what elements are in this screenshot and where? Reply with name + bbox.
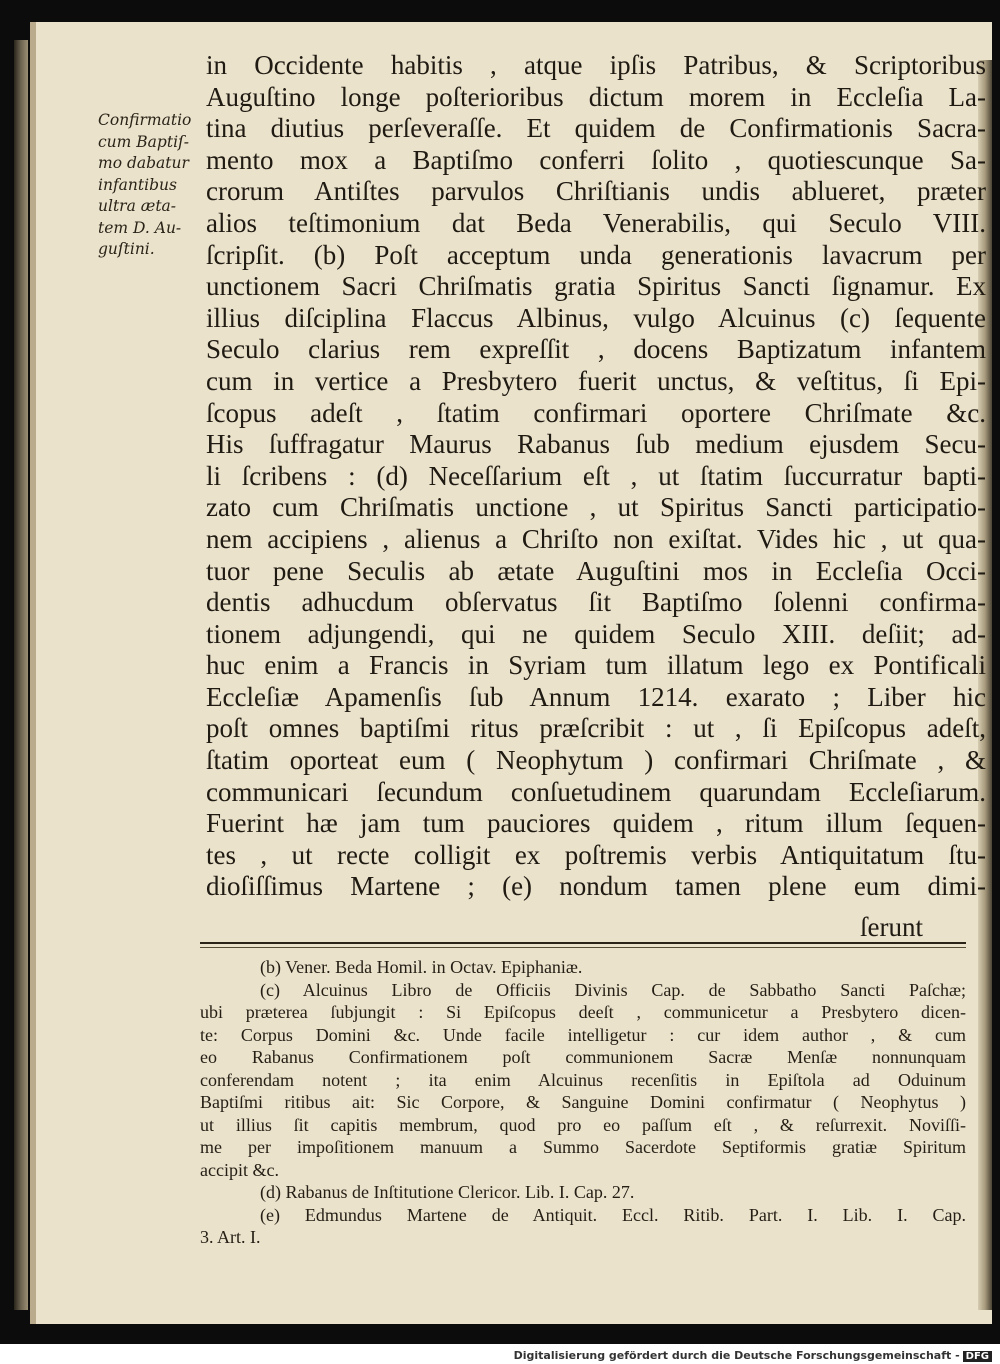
- text-line: ſcripſit. (b) Poſt acceptum unda generationis lavacrum per: [206, 239, 986, 270]
- page-edge-left: [14, 40, 28, 1310]
- footnote-line: (d) Rabanus de Inſtitutione Clericor. Lib. I. Cap. 27.: [260, 1182, 635, 1202]
- footnotes: [200, 956, 966, 1249]
- footnote-line: 3. Art. I.: [200, 1227, 261, 1247]
- credit-text: Digitalisierung gefördert durch die Deutsche Forschungsgemeinschaft -: [513, 1349, 960, 1362]
- text-line: huc enim a Francis in Syriam tum illatum lego ex Pontificali: [206, 650, 986, 681]
- main-text: [206, 50, 986, 903]
- footnote-line: (b) Vener. Beda Homil. in Octav. Epiphaniæ.: [260, 957, 583, 977]
- footnote-line: me per impoſitionem manuum a Summo Sacerdote Septiformis gratiæ Spiritum: [200, 1137, 966, 1157]
- text-line: cum in vertice a Presbytero fuerit unctus, & veſtitus, ſi Epi-: [206, 365, 986, 396]
- text-line: nem accipiens , alienus a Chriſto non exiſtat. Vides hic , ut qua-: [206, 523, 986, 554]
- footnote-line: Baptiſmi ritibus ait: Sic Corpore, & Sanguine Domini confirmatur ( Neophytus ): [200, 1092, 966, 1112]
- text-line: tes , ut recte colligit ex poſtremis verbis Antiquitatum ſtu-: [206, 839, 986, 870]
- text-line: li ſcribens : (d) Neceſſarium eſt , ut ſtatim ſuccurratur bapti-: [206, 460, 986, 491]
- text-line: unctionem Sacri Chriſmatis gratia Spiritus Sancti ſignamur. Ex: [206, 271, 986, 302]
- text-line: Fuerint hæ jam tum pauciores quidem , ritum illum ſequen-: [206, 808, 986, 839]
- footnote-line: accipit &c.: [200, 1159, 279, 1180]
- catchword: ſerunt: [860, 912, 923, 942]
- text-line: Seculo clarius rem expreſſit , docens Baptizatum infantem: [206, 334, 986, 365]
- footnote-rule-thin: [200, 947, 966, 948]
- text-line: Eccleſiæ Apamenſis ſub Annum 1214. exarato ; Liber hic: [206, 681, 986, 712]
- footnote-rule: [200, 942, 966, 944]
- footnote-line: ubi præterea ſubjungit : Si Epiſcopus deeſt , communicetur a Presbytero dicen-: [200, 1002, 966, 1022]
- footnote-line: te: Corpus Domini &c. Unde facile intelligetur : cur idem author , & cum: [200, 1024, 966, 1045]
- text-line: tina diutius perſeveraſſe. Et quidem de Confirmationis Sacra-: [206, 113, 986, 144]
- text-line: His ſuffragatur Maurus Rabanus ſub medium ejusdem Secu-: [206, 429, 986, 460]
- text-line: zato cum Chriſmatis unctione , ut Spiritus Sancti participatio-: [206, 492, 986, 523]
- text-line: tuor pene Seculis ab ætate Auguſtini mos in Eccleſia Occi-: [206, 555, 986, 586]
- text-line: dioſiſſimus Martene ; (e) nondum tamen plene eum dimi-: [206, 871, 986, 902]
- text-line: illius diſciplina Flaccus Albinus, vulgo Alcuinus (c) ſequente: [206, 302, 986, 333]
- text-line: alios teſtimonium dat Beda Venerabilis, qui Seculo VIII.: [206, 207, 986, 238]
- dfg-logo: DFG: [963, 1351, 992, 1362]
- text-line: ſcopus adeſt , ſtatim confirmari oportere Chriſmate &c.: [206, 397, 986, 428]
- text-line: mento mox a Baptiſmo conferri ſolito , quotiescunque Sa-: [206, 144, 986, 175]
- text-line: poſt omnes baptiſmi ritus præſcribit : ut , ſi Epiſcopus adeſt,: [206, 713, 986, 744]
- footnote-line: ut illius ſit capitis membrum, quod pro eo paſſum eſt , & reſurrexit. Noviſſi-: [200, 1114, 966, 1135]
- footnote-line: (e) Edmundus Martene de Antiquit. Eccl. Ritib. Part. I. Lib. I. Cap.: [260, 1204, 966, 1225]
- footnote-line: conferendam notent ; ita enim Alcuinus recenſitis in Epiſtola ad Oduinum: [200, 1069, 966, 1090]
- text-line: ſtatim oporteat eum ( Neophytum ) confirmari Chriſmate , &: [206, 745, 986, 776]
- text-line: tionem adjungendi, qui ne quidem Seculo XIII. deſiit; ad-: [206, 618, 986, 649]
- margin-note: Confirmatio cum Baptiſ- mo dabatur infantibus ultra æta- tem D. Au- guſtini.: [98, 111, 192, 258]
- text-line: dentis adhucdum obſervatus ſit Baptiſmo ſolenni confirma-: [206, 587, 986, 618]
- text-line: communicari ſecundum conſuetudinem quarundam Eccleſiarum.: [206, 776, 986, 807]
- text-line: Auguſtino longe poſterioribus dictum morem in Eccleſia La-: [206, 81, 986, 112]
- digitization-credit: [514, 1349, 992, 1362]
- footnote-line: (c) Alcuinus Libro de Officiis Divinis Cap. de Sabbatho Sancti Paſchæ;: [260, 979, 966, 1000]
- text-line: crorum Antiſtes parvulos Chriſtianis undis ablueret, præter: [206, 176, 986, 207]
- text-line: in Occidente habitis , atque ipſis Patribus, & Scriptoribus: [206, 50, 986, 80]
- footnote-line: eo Rabanus Confirmationem poſt communionem Sacræ Menſæ nonnunquam: [200, 1047, 966, 1067]
